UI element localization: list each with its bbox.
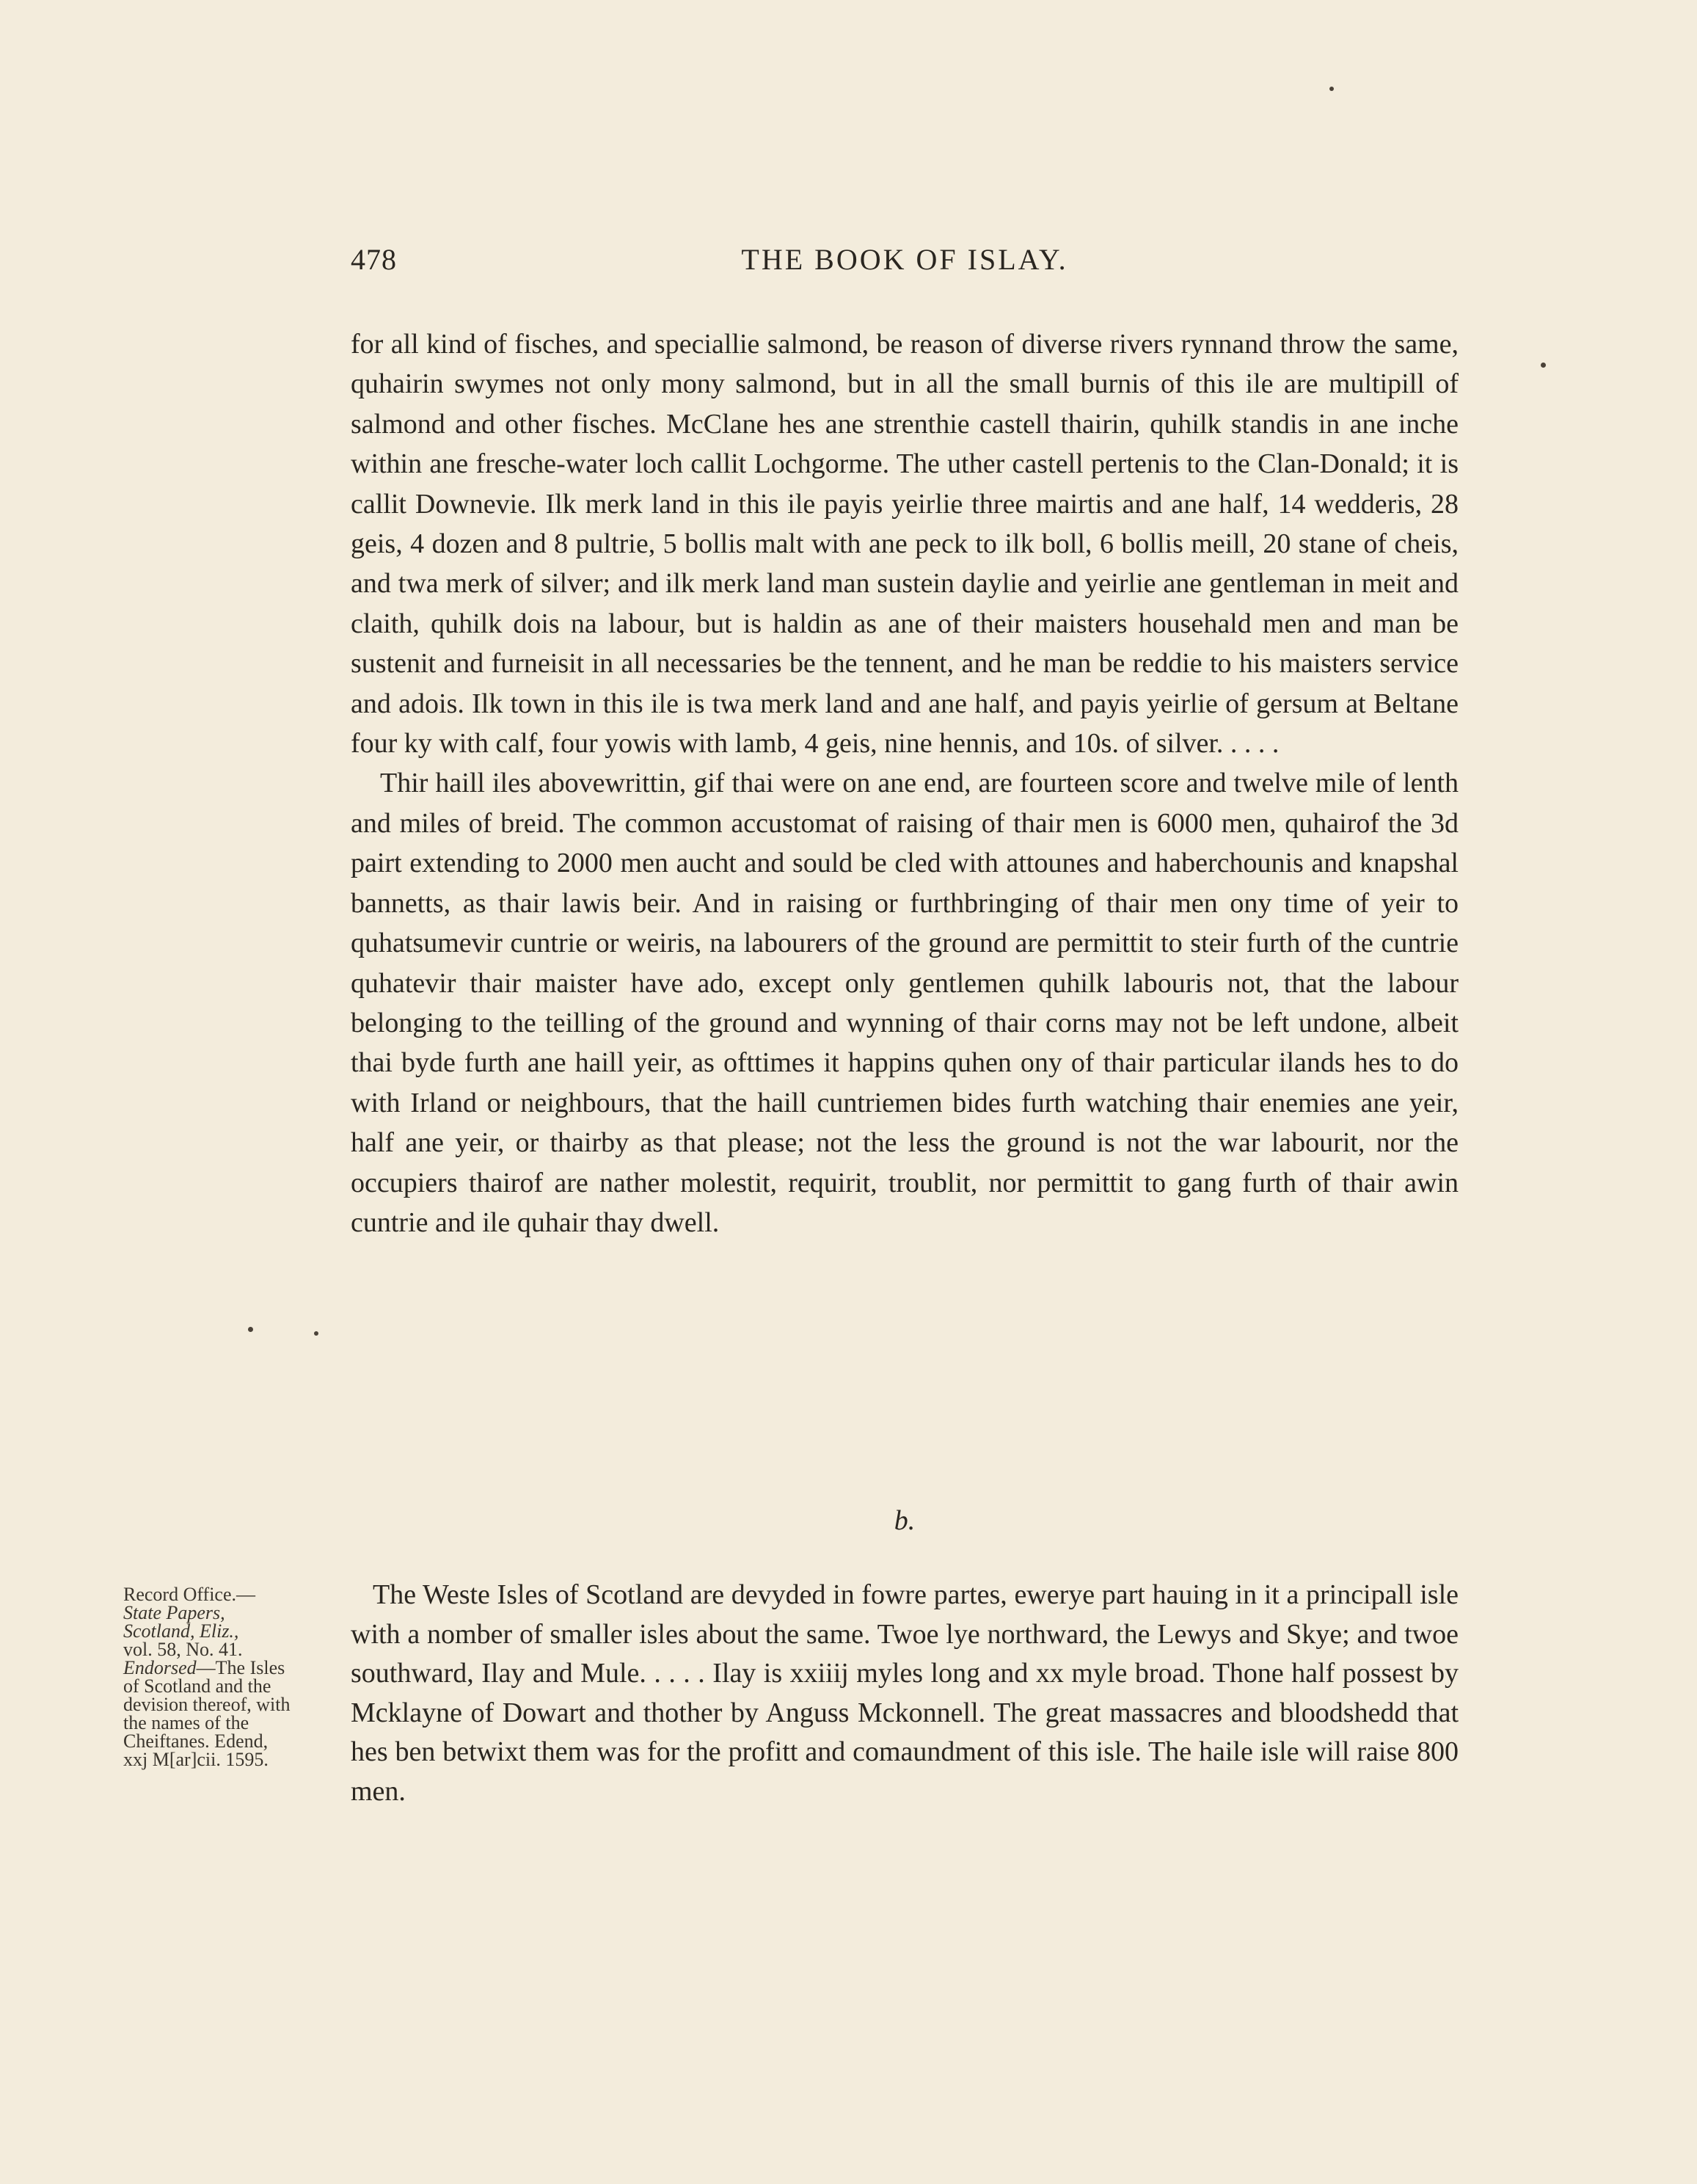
paper-speck bbox=[1329, 87, 1334, 91]
section-b-paragraph-1: The Weste Isles of Scotland are devyded in fowre partes, ewerye part hauing in it a principall isle with a nomber of smaller isles about the same. Twoe lye northward, the Lewys and Skye; and twoe southward, Ilay and Mule. . . . . Ilay is xxiiij myles long and xx myle broad. Thone half possest by Mcklayne of Dowart and thother by Anguss Mckonnell. The great massacres and bloodshedd that hes ben betwixt them was for the profitt and comaundment of this isle. The haile isle will raise 800 men. bbox=[351, 1579, 1459, 1807]
section-a-paragraph-1: for all kind of fisches, and speciallie salmond, be reason of diverse rivers rynnand throw the same, quhairin swymes not only mony salmond, but in all the small burnis of this ile are multipill of salmond and other fisches. McClane hes ane strenthie castell thairin, quhilk standis in ane inche within ane fresche-water loch callit Lochgorme. The uther castell pertenis to the Clan-Donald; it is callit Downevie. Ilk merk land in this ile payis yeirlie three mairtis and ane half, 14 wedderis, 28 geis, 4 dozen and 8 pultrie, 5 bollis malt with ane peck to ilk boll, 6 bollis meill, 20 stane of cheis, and twa merk of silver; and ilk merk land man sustein daylie and yeirlie ane gentleman in meit and claith, quhilk dois na labour, but is haldin as ane of their maisters househald men and man be sustenit and furneisit in all necessaries be the tennent, and he man be reddie to his maisters service and adois. Ilk town in this ile is twa merk land and ane half, and payis yeirlie of gersum at Beltane four ky with calf, four yowis with lamb, 4 geis, nine hennis, and 10s. of silver. . . . . bbox=[351, 329, 1459, 760]
paper-speck bbox=[314, 1331, 318, 1336]
section-a-text bbox=[351, 324, 1459, 1242]
sidenote-line: State Papers, bbox=[123, 1602, 225, 1623]
book-title: THE BOOK OF ISLAY. bbox=[741, 243, 1068, 276]
sidenote-line: xxj M[ar]cii. 1595. bbox=[123, 1749, 269, 1770]
sidenote-line: Scotland, Eliz., bbox=[123, 1620, 239, 1642]
sidenote-endorsed-rest: —The Isles bbox=[196, 1657, 285, 1678]
paper-speck bbox=[248, 1327, 253, 1332]
sidenote-line bbox=[123, 1659, 336, 1677]
sidenote-line: of Scotland and the bbox=[123, 1675, 271, 1697]
running-head bbox=[351, 242, 1459, 286]
paper-speck bbox=[1541, 363, 1546, 368]
sidenote-line: Record Office.— bbox=[123, 1584, 256, 1605]
sidenote-line: vol. 58, No. 41. bbox=[123, 1639, 243, 1660]
sidenote-line: the names of the bbox=[123, 1712, 249, 1733]
marginal-note bbox=[123, 1585, 336, 1769]
sidenote-line: devision thereof, with bbox=[123, 1694, 291, 1715]
section-b-label: b. bbox=[894, 1505, 916, 1536]
section-b-text bbox=[351, 1576, 1459, 1811]
sidenote-line: Cheiftanes. Edend, bbox=[123, 1730, 269, 1752]
section-a-paragraph-2: Thir haill iles abovewrittin, gif thai were on ane end, are fourteen score and twelve mile of lenth and miles of breid. The common accustomat of raising of thair men is 6000 men, quhairof the 3d pairt extending to 2000 men aucht and sould be cled with attounes and haberchounis and knapshal bannetts, as thair lawis beir. And in raising or furthbringing of thair men ony time of yeir to quhatsumevir cuntrie or weiris, na labourers of the ground are permittit to steir furth of the cuntrie quhatevir thair maister have ado, except only gentlemen quhilk labouris not, that the labour belonging to the teilling of the ground and wynning of thair corns may not be left undone, albeit thai byde furth ane haill yeir, as ofttimes it happins quhen ony of thair particular ilands hes to do with Irland or neighbours, that the haill cuntriemen bides furth watching thair enemies ane yeir, half ane yeir, or thairby as that please; not the less the ground is not the war labourit, nor the occupiers thairof are nather molestit, requirit, troublit, nor permittit to gang furth of thair awin cuntrie and ile quhair thay dwell. bbox=[351, 768, 1459, 1238]
sidenote-endorsed: Endorsed bbox=[123, 1657, 197, 1678]
page-number: 478 bbox=[351, 243, 397, 276]
